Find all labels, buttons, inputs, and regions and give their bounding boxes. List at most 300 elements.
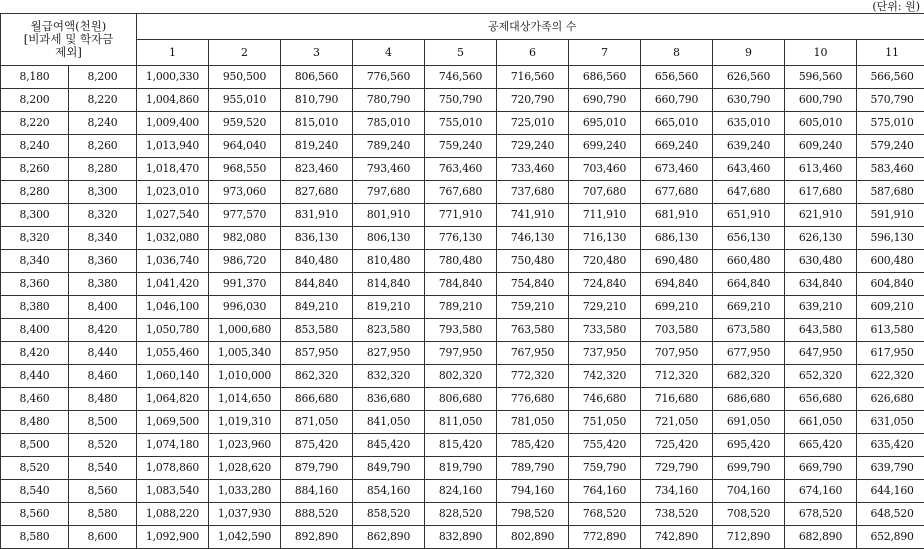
tax-amount-cell: 982,080 — [209, 227, 281, 250]
family-count-header-row — [1, 40, 924, 66]
wage-from-cell: 8,420 — [1, 342, 69, 365]
tax-amount-cell: 1,000,330 — [137, 66, 209, 89]
tax-amount-cell: 751,050 — [569, 411, 641, 434]
tax-amount-cell: 665,010 — [641, 112, 713, 135]
tax-amount-cell: 691,050 — [713, 411, 785, 434]
table-row — [1, 457, 924, 480]
tax-amount-cell: 1,050,780 — [137, 319, 209, 342]
tax-amount-cell: 866,680 — [281, 388, 353, 411]
tax-amount-cell: 737,950 — [569, 342, 641, 365]
tax-amount-cell: 802,890 — [497, 526, 569, 549]
wage-to-cell: 8,520 — [69, 434, 137, 457]
tax-amount-cell: 661,050 — [785, 411, 857, 434]
tax-amount-cell: 626,680 — [857, 388, 924, 411]
wage-to-cell: 8,220 — [69, 89, 137, 112]
tax-amount-cell: 827,950 — [353, 342, 425, 365]
tax-amount-cell: 1,009,400 — [137, 112, 209, 135]
tax-amount-cell: 964,040 — [209, 135, 281, 158]
tax-amount-cell: 1,018,470 — [137, 158, 209, 181]
tax-amount-cell: 630,790 — [713, 89, 785, 112]
tax-amount-cell: 566,560 — [857, 66, 924, 89]
tax-table — [0, 13, 924, 549]
wage-to-cell: 8,260 — [69, 135, 137, 158]
tax-amount-cell: 725,010 — [497, 112, 569, 135]
tax-amount-cell: 725,420 — [641, 434, 713, 457]
tax-amount-cell: 716,130 — [569, 227, 641, 250]
tax-amount-cell: 823,580 — [353, 319, 425, 342]
tax-amount-cell: 1,069,500 — [137, 411, 209, 434]
family-count-5: 5 — [425, 40, 497, 66]
tax-amount-cell: 704,160 — [713, 480, 785, 503]
tax-amount-cell: 759,790 — [569, 457, 641, 480]
tax-amount-cell: 656,680 — [785, 388, 857, 411]
tax-amount-cell: 836,680 — [353, 388, 425, 411]
tax-amount-cell: 647,950 — [785, 342, 857, 365]
tax-amount-cell: 699,240 — [569, 135, 641, 158]
tax-amount-cell: 707,680 — [569, 181, 641, 204]
tax-amount-cell: 875,420 — [281, 434, 353, 457]
wage-to-cell: 8,440 — [69, 342, 137, 365]
wage-to-cell: 8,460 — [69, 365, 137, 388]
tax-amount-cell: 729,210 — [569, 296, 641, 319]
tax-amount-cell: 677,950 — [713, 342, 785, 365]
tax-amount-cell: 626,560 — [713, 66, 785, 89]
tax-amount-cell: 721,050 — [641, 411, 713, 434]
table-row — [1, 503, 924, 526]
family-count-7: 7 — [569, 40, 641, 66]
tax-amount-cell: 712,890 — [713, 526, 785, 549]
wage-from-cell: 8,320 — [1, 227, 69, 250]
tax-amount-cell: 686,560 — [569, 66, 641, 89]
tax-amount-cell: 996,030 — [209, 296, 281, 319]
tax-amount-cell: 806,680 — [425, 388, 497, 411]
tax-amount-cell: 845,420 — [353, 434, 425, 457]
tax-amount-cell: 879,790 — [281, 457, 353, 480]
wage-to-cell: 8,600 — [69, 526, 137, 549]
tax-amount-cell: 973,060 — [209, 181, 281, 204]
wage-from-cell: 8,440 — [1, 365, 69, 388]
tax-amount-cell: 755,420 — [569, 434, 641, 457]
tax-amount-cell: 801,910 — [353, 204, 425, 227]
tax-amount-cell: 767,680 — [425, 181, 497, 204]
wage-from-cell: 8,340 — [1, 250, 69, 273]
tax-amount-cell: 781,050 — [497, 411, 569, 434]
wage-from-cell: 8,560 — [1, 503, 69, 526]
wage-from-cell: 8,300 — [1, 204, 69, 227]
table-row — [1, 66, 924, 89]
tax-amount-cell: 737,680 — [497, 181, 569, 204]
tax-amount-cell: 977,570 — [209, 204, 281, 227]
tax-amount-cell: 729,240 — [497, 135, 569, 158]
tax-amount-cell: 699,210 — [641, 296, 713, 319]
tax-amount-cell: 660,480 — [713, 250, 785, 273]
tax-amount-cell: 587,680 — [857, 181, 924, 204]
tax-amount-cell: 635,010 — [713, 112, 785, 135]
wage-to-cell: 8,500 — [69, 411, 137, 434]
tax-amount-cell: 1,060,140 — [137, 365, 209, 388]
tax-amount-cell: 643,580 — [785, 319, 857, 342]
tax-amount-cell: 678,520 — [785, 503, 857, 526]
tax-amount-cell: 1,092,900 — [137, 526, 209, 549]
table-header — [1, 14, 924, 66]
tax-amount-cell: 986,720 — [209, 250, 281, 273]
tax-amount-cell: 631,050 — [857, 411, 924, 434]
table-row — [1, 480, 924, 503]
family-count-4: 4 — [353, 40, 425, 66]
tax-amount-cell: 695,010 — [569, 112, 641, 135]
tax-amount-cell: 810,480 — [353, 250, 425, 273]
wage-from-cell: 8,180 — [1, 66, 69, 89]
tax-amount-cell: 827,680 — [281, 181, 353, 204]
tax-amount-cell: 840,480 — [281, 250, 353, 273]
tax-amount-cell: 703,580 — [641, 319, 713, 342]
wage-to-cell: 8,540 — [69, 457, 137, 480]
tax-amount-cell: 750,480 — [497, 250, 569, 273]
tax-amount-cell: 959,520 — [209, 112, 281, 135]
tax-amount-cell: 1,036,740 — [137, 250, 209, 273]
wage-to-cell: 8,240 — [69, 112, 137, 135]
table-row — [1, 342, 924, 365]
tax-amount-cell: 643,460 — [713, 158, 785, 181]
table-row — [1, 89, 924, 112]
tax-amount-cell: 690,790 — [569, 89, 641, 112]
wage-to-cell: 8,420 — [69, 319, 137, 342]
tax-amount-cell: 871,050 — [281, 411, 353, 434]
tax-amount-cell: 750,790 — [425, 89, 497, 112]
tax-amount-cell: 583,460 — [857, 158, 924, 181]
tax-amount-cell: 596,560 — [785, 66, 857, 89]
tax-amount-cell: 862,890 — [353, 526, 425, 549]
family-count-6: 6 — [497, 40, 569, 66]
tax-amount-cell: 1,074,180 — [137, 434, 209, 457]
wage-to-cell: 8,320 — [69, 204, 137, 227]
tax-amount-cell: 755,010 — [425, 112, 497, 135]
tax-amount-cell: 686,680 — [713, 388, 785, 411]
tax-amount-cell: 656,130 — [713, 227, 785, 250]
tax-amount-cell: 579,240 — [857, 135, 924, 158]
tax-amount-cell: 810,790 — [281, 89, 353, 112]
tax-amount-cell: 798,520 — [497, 503, 569, 526]
tax-amount-cell: 767,950 — [497, 342, 569, 365]
tax-amount-cell: 776,560 — [353, 66, 425, 89]
tax-amount-cell: 1,005,340 — [209, 342, 281, 365]
wage-from-cell: 8,280 — [1, 181, 69, 204]
tax-amount-cell: 746,680 — [569, 388, 641, 411]
tax-amount-cell: 669,790 — [785, 457, 857, 480]
tax-amount-cell: 772,890 — [569, 526, 641, 549]
wage-from-cell: 8,200 — [1, 89, 69, 112]
tax-amount-cell: 720,790 — [497, 89, 569, 112]
tax-amount-cell: 776,130 — [425, 227, 497, 250]
tax-amount-cell: 720,480 — [569, 250, 641, 273]
tax-amount-cell: 764,160 — [569, 480, 641, 503]
wage-to-cell: 8,580 — [69, 503, 137, 526]
table-row — [1, 158, 924, 181]
tax-amount-cell: 1,033,280 — [209, 480, 281, 503]
tax-amount-cell: 853,580 — [281, 319, 353, 342]
tax-amount-cell: 776,680 — [497, 388, 569, 411]
wage-from-cell: 8,400 — [1, 319, 69, 342]
tax-amount-cell: 1,004,860 — [137, 89, 209, 112]
tax-amount-cell: 609,210 — [857, 296, 924, 319]
tax-amount-cell: 1,078,860 — [137, 457, 209, 480]
tax-amount-cell: 639,210 — [785, 296, 857, 319]
tax-amount-cell: 814,840 — [353, 273, 425, 296]
tax-amount-cell: 1,055,460 — [137, 342, 209, 365]
tax-amount-cell: 1,088,220 — [137, 503, 209, 526]
tax-amount-cell: 669,240 — [641, 135, 713, 158]
tax-amount-cell: 639,240 — [713, 135, 785, 158]
tax-amount-cell: 617,680 — [785, 181, 857, 204]
wage-to-cell: 8,480 — [69, 388, 137, 411]
tax-amount-cell: 828,520 — [425, 503, 497, 526]
tax-amount-cell: 613,580 — [857, 319, 924, 342]
tax-amount-cell: 815,420 — [425, 434, 497, 457]
tax-amount-cell: 634,840 — [785, 273, 857, 296]
wage-to-cell: 8,380 — [69, 273, 137, 296]
tax-amount-cell: 824,160 — [425, 480, 497, 503]
wage-to-cell: 8,560 — [69, 480, 137, 503]
tax-amount-cell: 768,520 — [569, 503, 641, 526]
tax-amount-cell: 746,130 — [497, 227, 569, 250]
table-row — [1, 434, 924, 457]
tax-amount-cell: 695,420 — [713, 434, 785, 457]
wage-to-cell: 8,200 — [69, 66, 137, 89]
tax-amount-cell: 1,064,820 — [137, 388, 209, 411]
tax-amount-cell: 763,460 — [425, 158, 497, 181]
tax-amount-cell: 831,910 — [281, 204, 353, 227]
wage-from-cell: 8,360 — [1, 273, 69, 296]
wage-header-line-1: 월급여액(천원) — [1, 20, 136, 33]
tax-amount-cell: 1,000,680 — [209, 319, 281, 342]
tax-amount-cell: 741,910 — [497, 204, 569, 227]
tax-amount-cell: 815,010 — [281, 112, 353, 135]
tax-amount-cell: 832,320 — [353, 365, 425, 388]
tax-amount-cell: 968,550 — [209, 158, 281, 181]
family-count-11: 11 — [857, 40, 924, 66]
tax-amount-cell: 1,037,930 — [209, 503, 281, 526]
tax-amount-cell: 1,014,650 — [209, 388, 281, 411]
tax-amount-cell: 716,560 — [497, 66, 569, 89]
tax-amount-cell: 819,240 — [281, 135, 353, 158]
tax-amount-cell: 759,240 — [425, 135, 497, 158]
tax-amount-cell: 644,160 — [857, 480, 924, 503]
tax-amount-cell: 708,520 — [713, 503, 785, 526]
table-row — [1, 204, 924, 227]
tax-amount-cell: 797,680 — [353, 181, 425, 204]
tax-amount-cell: 686,130 — [641, 227, 713, 250]
tax-amount-cell: 844,840 — [281, 273, 353, 296]
wage-to-cell: 8,300 — [69, 181, 137, 204]
tax-amount-cell: 849,790 — [353, 457, 425, 480]
table-body — [1, 66, 924, 549]
wage-from-cell: 8,500 — [1, 434, 69, 457]
tax-amount-cell: 841,050 — [353, 411, 425, 434]
tax-amount-cell: 707,950 — [641, 342, 713, 365]
wage-to-cell: 8,360 — [69, 250, 137, 273]
tax-amount-cell: 690,480 — [641, 250, 713, 273]
tax-amount-cell: 1,046,100 — [137, 296, 209, 319]
tax-amount-cell: 794,160 — [497, 480, 569, 503]
tax-amount-cell: 656,560 — [641, 66, 713, 89]
tax-amount-cell: 613,460 — [785, 158, 857, 181]
tax-amount-cell: 703,460 — [569, 158, 641, 181]
tax-amount-cell: 738,520 — [641, 503, 713, 526]
tax-amount-cell: 712,320 — [641, 365, 713, 388]
tax-amount-cell: 802,320 — [425, 365, 497, 388]
tax-amount-cell: 785,010 — [353, 112, 425, 135]
unit-label: (단위: 원) — [872, 0, 920, 13]
tax-amount-cell: 1,023,010 — [137, 181, 209, 204]
table-row — [1, 526, 924, 549]
tax-amount-cell: 652,890 — [857, 526, 924, 549]
tax-amount-cell: 784,840 — [425, 273, 497, 296]
tax-amount-cell: 711,910 — [569, 204, 641, 227]
wage-from-cell: 8,240 — [1, 135, 69, 158]
tax-amount-cell: 609,240 — [785, 135, 857, 158]
tax-amount-cell: 682,890 — [785, 526, 857, 549]
tax-amount-cell: 832,890 — [425, 526, 497, 549]
wage-from-cell: 8,460 — [1, 388, 69, 411]
wage-from-cell: 8,220 — [1, 112, 69, 135]
tax-amount-cell: 806,130 — [353, 227, 425, 250]
tax-amount-cell: 771,910 — [425, 204, 497, 227]
tax-amount-cell: 575,010 — [857, 112, 924, 135]
tax-amount-cell: 789,240 — [353, 135, 425, 158]
tax-amount-cell: 669,210 — [713, 296, 785, 319]
table-row — [1, 181, 924, 204]
wage-from-cell: 8,520 — [1, 457, 69, 480]
tax-amount-cell: 570,790 — [857, 89, 924, 112]
family-count-10: 10 — [785, 40, 857, 66]
tax-amount-cell: 674,160 — [785, 480, 857, 503]
tax-amount-cell: 665,420 — [785, 434, 857, 457]
tax-amount-cell: 884,160 — [281, 480, 353, 503]
tax-amount-cell: 857,950 — [281, 342, 353, 365]
wage-from-cell: 8,480 — [1, 411, 69, 434]
table-row — [1, 296, 924, 319]
tax-amount-cell: 604,840 — [857, 273, 924, 296]
tax-amount-cell: 823,460 — [281, 158, 353, 181]
tax-amount-cell: 664,840 — [713, 273, 785, 296]
table-row — [1, 250, 924, 273]
tax-amount-cell: 1,013,940 — [137, 135, 209, 158]
table-row — [1, 112, 924, 135]
tax-amount-cell: 1,032,080 — [137, 227, 209, 250]
tax-amount-cell: 630,480 — [785, 250, 857, 273]
wage-range-header — [1, 14, 137, 66]
family-count-2: 2 — [209, 40, 281, 66]
table-row — [1, 388, 924, 411]
table-row — [1, 135, 924, 158]
tax-amount-cell: 1,027,540 — [137, 204, 209, 227]
tax-amount-cell: 673,580 — [713, 319, 785, 342]
tax-amount-cell: 734,160 — [641, 480, 713, 503]
wage-header-line-2: [비과세 및 학자금 — [1, 33, 136, 46]
table-row — [1, 411, 924, 434]
family-count-group-header: 공제대상가족의 수 — [137, 14, 924, 40]
tax-amount-cell: 849,210 — [281, 296, 353, 319]
tax-amount-cell: 858,520 — [353, 503, 425, 526]
tax-amount-cell: 780,790 — [353, 89, 425, 112]
tax-amount-cell: 694,840 — [641, 273, 713, 296]
tax-amount-cell: 811,050 — [425, 411, 497, 434]
tax-amount-cell: 1,010,000 — [209, 365, 281, 388]
wage-from-cell: 8,540 — [1, 480, 69, 503]
tax-amount-cell: 660,790 — [641, 89, 713, 112]
tax-amount-cell: 888,520 — [281, 503, 353, 526]
tax-amount-cell: 622,320 — [857, 365, 924, 388]
tax-amount-cell: 699,790 — [713, 457, 785, 480]
tax-amount-cell: 819,210 — [353, 296, 425, 319]
wage-from-cell: 8,260 — [1, 158, 69, 181]
tax-amount-cell: 789,210 — [425, 296, 497, 319]
tax-amount-cell: 1,042,590 — [209, 526, 281, 549]
tax-amount-cell: 626,130 — [785, 227, 857, 250]
tax-amount-cell: 789,790 — [497, 457, 569, 480]
table-row — [1, 273, 924, 296]
tax-amount-cell: 793,460 — [353, 158, 425, 181]
tax-amount-cell: 596,130 — [857, 227, 924, 250]
tax-amount-cell: 785,420 — [497, 434, 569, 457]
wage-to-cell: 8,340 — [69, 227, 137, 250]
tax-amount-cell: 763,580 — [497, 319, 569, 342]
tax-amount-cell: 716,680 — [641, 388, 713, 411]
wage-from-cell: 8,580 — [1, 526, 69, 549]
tax-amount-cell: 955,010 — [209, 89, 281, 112]
wage-to-cell: 8,400 — [69, 296, 137, 319]
tax-amount-cell: 754,840 — [497, 273, 569, 296]
table-row — [1, 319, 924, 342]
wage-to-cell: 8,280 — [69, 158, 137, 181]
tax-amount-cell: 806,560 — [281, 66, 353, 89]
tax-amount-cell: 1,083,540 — [137, 480, 209, 503]
tax-amount-cell: 651,910 — [713, 204, 785, 227]
tax-amount-cell: 854,160 — [353, 480, 425, 503]
table-row — [1, 227, 924, 250]
wage-header-line-3: 제외] — [1, 46, 136, 59]
tax-amount-cell: 1,041,420 — [137, 273, 209, 296]
tax-amount-cell: 862,320 — [281, 365, 353, 388]
tax-amount-cell: 681,910 — [641, 204, 713, 227]
tax-amount-cell: 836,130 — [281, 227, 353, 250]
tax-amount-cell: 682,320 — [713, 365, 785, 388]
tax-amount-cell: 621,910 — [785, 204, 857, 227]
family-count-3: 3 — [281, 40, 353, 66]
tax-amount-cell: 819,790 — [425, 457, 497, 480]
wage-from-cell: 8,380 — [1, 296, 69, 319]
tax-amount-cell: 600,790 — [785, 89, 857, 112]
tax-amount-cell: 780,480 — [425, 250, 497, 273]
tax-amount-cell: 772,320 — [497, 365, 569, 388]
tax-amount-cell: 617,950 — [857, 342, 924, 365]
tax-amount-cell: 950,500 — [209, 66, 281, 89]
tax-amount-cell: 605,010 — [785, 112, 857, 135]
tax-amount-cell: 652,320 — [785, 365, 857, 388]
family-count-9: 9 — [713, 40, 785, 66]
tax-amount-cell: 991,370 — [209, 273, 281, 296]
tax-amount-cell: 1,023,960 — [209, 434, 281, 457]
tax-amount-cell: 648,520 — [857, 503, 924, 526]
tax-amount-cell: 1,019,310 — [209, 411, 281, 434]
tax-amount-cell: 746,560 — [425, 66, 497, 89]
table-row — [1, 365, 924, 388]
family-count-1: 1 — [137, 40, 209, 66]
tax-amount-cell: 742,890 — [641, 526, 713, 549]
tax-amount-cell: 635,420 — [857, 434, 924, 457]
tax-amount-cell: 797,950 — [425, 342, 497, 365]
tax-amount-cell: 677,680 — [641, 181, 713, 204]
